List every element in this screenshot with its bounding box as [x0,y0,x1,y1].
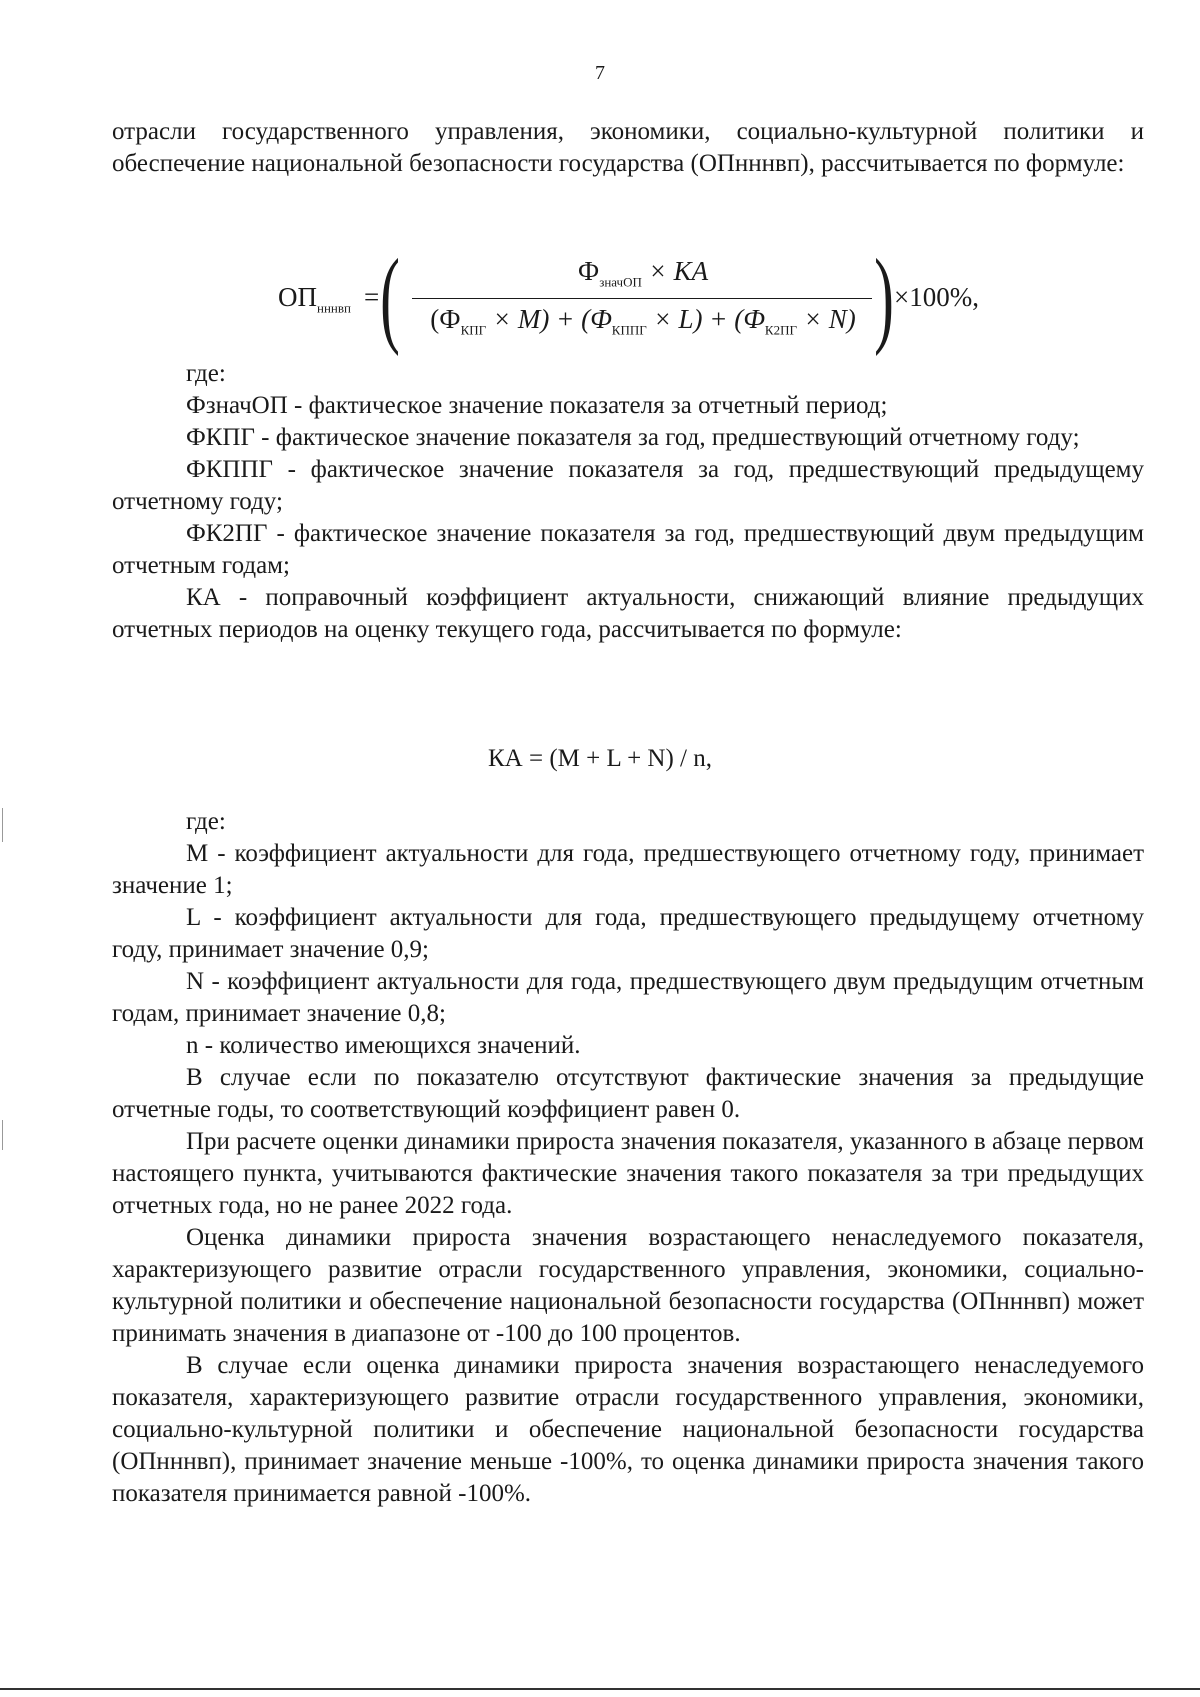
intro-paragraph [112,116,1144,180]
formula-denominator: $(Ф_{КПГ} \times M) + (Ф_{КППГ} \times L) + (Ф_{К2ПГ} \times N)$ [430,304,856,338]
main-formula [278,238,998,357]
paragraph-range: Оценка динамики прироста значения возрастающего ненаследуемого показателя, характеризующего развитие отрасли государственного управления, экономики, социально-культурной политики и обеспечение национальной безопасности государства (ОПнннвп) может принимать значения в диапазоне от -100 до 100 процентов. [112,1224,1144,1347]
definition-l: L - коэффициент актуальности для года, предшествующего предыдущему отчетному году, принимает значение 0,9; [112,904,1144,963]
definition-n-lower: n - количество имеющихся значений. [186,1032,581,1059]
paragraph-lower-bound: В случае если оценка динамики прироста значения возрастающего ненаследуемого показателя, характеризующего развитие отрасли государственного управления, экономики, социально-культурной политики и обеспечение национальной безопасности государства (ОПнннвп), принимает значение меньше -100%, то оценка динамики прироста значения такого показателя принимается равной -100%. [112,1352,1144,1507]
definition-fkppg: ФКППГ - фактическое значение показателя за год, предшествующий предыдущему отчетному году; [112,456,1144,515]
where-label: где: [186,360,226,387]
page-number: 7 [595,62,605,84]
definitions-block-2 [112,806,1144,1510]
definition-ka: КА - поправочный коэффициент актуальности, снижающий влияние предыдущих отчетных периодов на оценку текущего года, рассчитывается по формуле: [112,584,1144,643]
definitions-block-1 [112,358,1144,646]
paragraph-three-years: При расчете оценки динамики прироста значения показателя, указанного в абзаце первом настоящего пункта, учитываются фактические значения такого показателя за три предыдущих отчетных года, но не ранее 2022 года. [112,1128,1144,1219]
scan-bottom-edge [0,1688,1200,1690]
formula-tail: ×100%, [894,282,979,312]
paragraph-zero-coefficient: В случае если по показателю отсутствуют фактические значения за предыдущие отчетные годы, то соответствующий коэффициент равен 0. [112,1064,1144,1123]
definition-fznachop: ФзначОП - фактическое значение показателя за отчетный период; [186,392,888,419]
formula-lhs: $ОП_{нннвп}$ [278,282,351,316]
definition-n-upper: N - коэффициент актуальности для года, предшествующего двум предыдущим отчетным годам, принимает значение 0,8; [112,968,1144,1027]
fraction-bar [412,298,872,299]
definition-fkpg: ФКПГ - фактическое значение показателя за год, предшествующий отчетному году; [186,424,1080,451]
intro-text: отрасли государственного управления, экономики, социально-культурной политики и обеспечение национальной безопасности государства (ОПнннвп), рассчитывается по формуле: [112,118,1144,177]
formula-right-paren: ) [874,238,894,357]
scan-edge-mark [2,1120,3,1150]
definition-fk2pg: ФК2ПГ - фактическое значение показателя за год, предшествующий двум предыдущим отчетным годам; [112,520,1144,579]
formula-left-paren: ( [380,238,400,357]
ka-formula: КА = (M + L + N) / n, [488,745,712,772]
formula-equals: = [364,282,380,312]
scan-edge-mark [2,808,3,842]
definition-m: M - коэффициент актуальности для года, предшествующего отчетному году, принимает значение 1; [112,840,1144,899]
formula-numerator: $Ф_{значОП}$ × KA [577,256,709,290]
where-label-2: где: [186,808,226,835]
